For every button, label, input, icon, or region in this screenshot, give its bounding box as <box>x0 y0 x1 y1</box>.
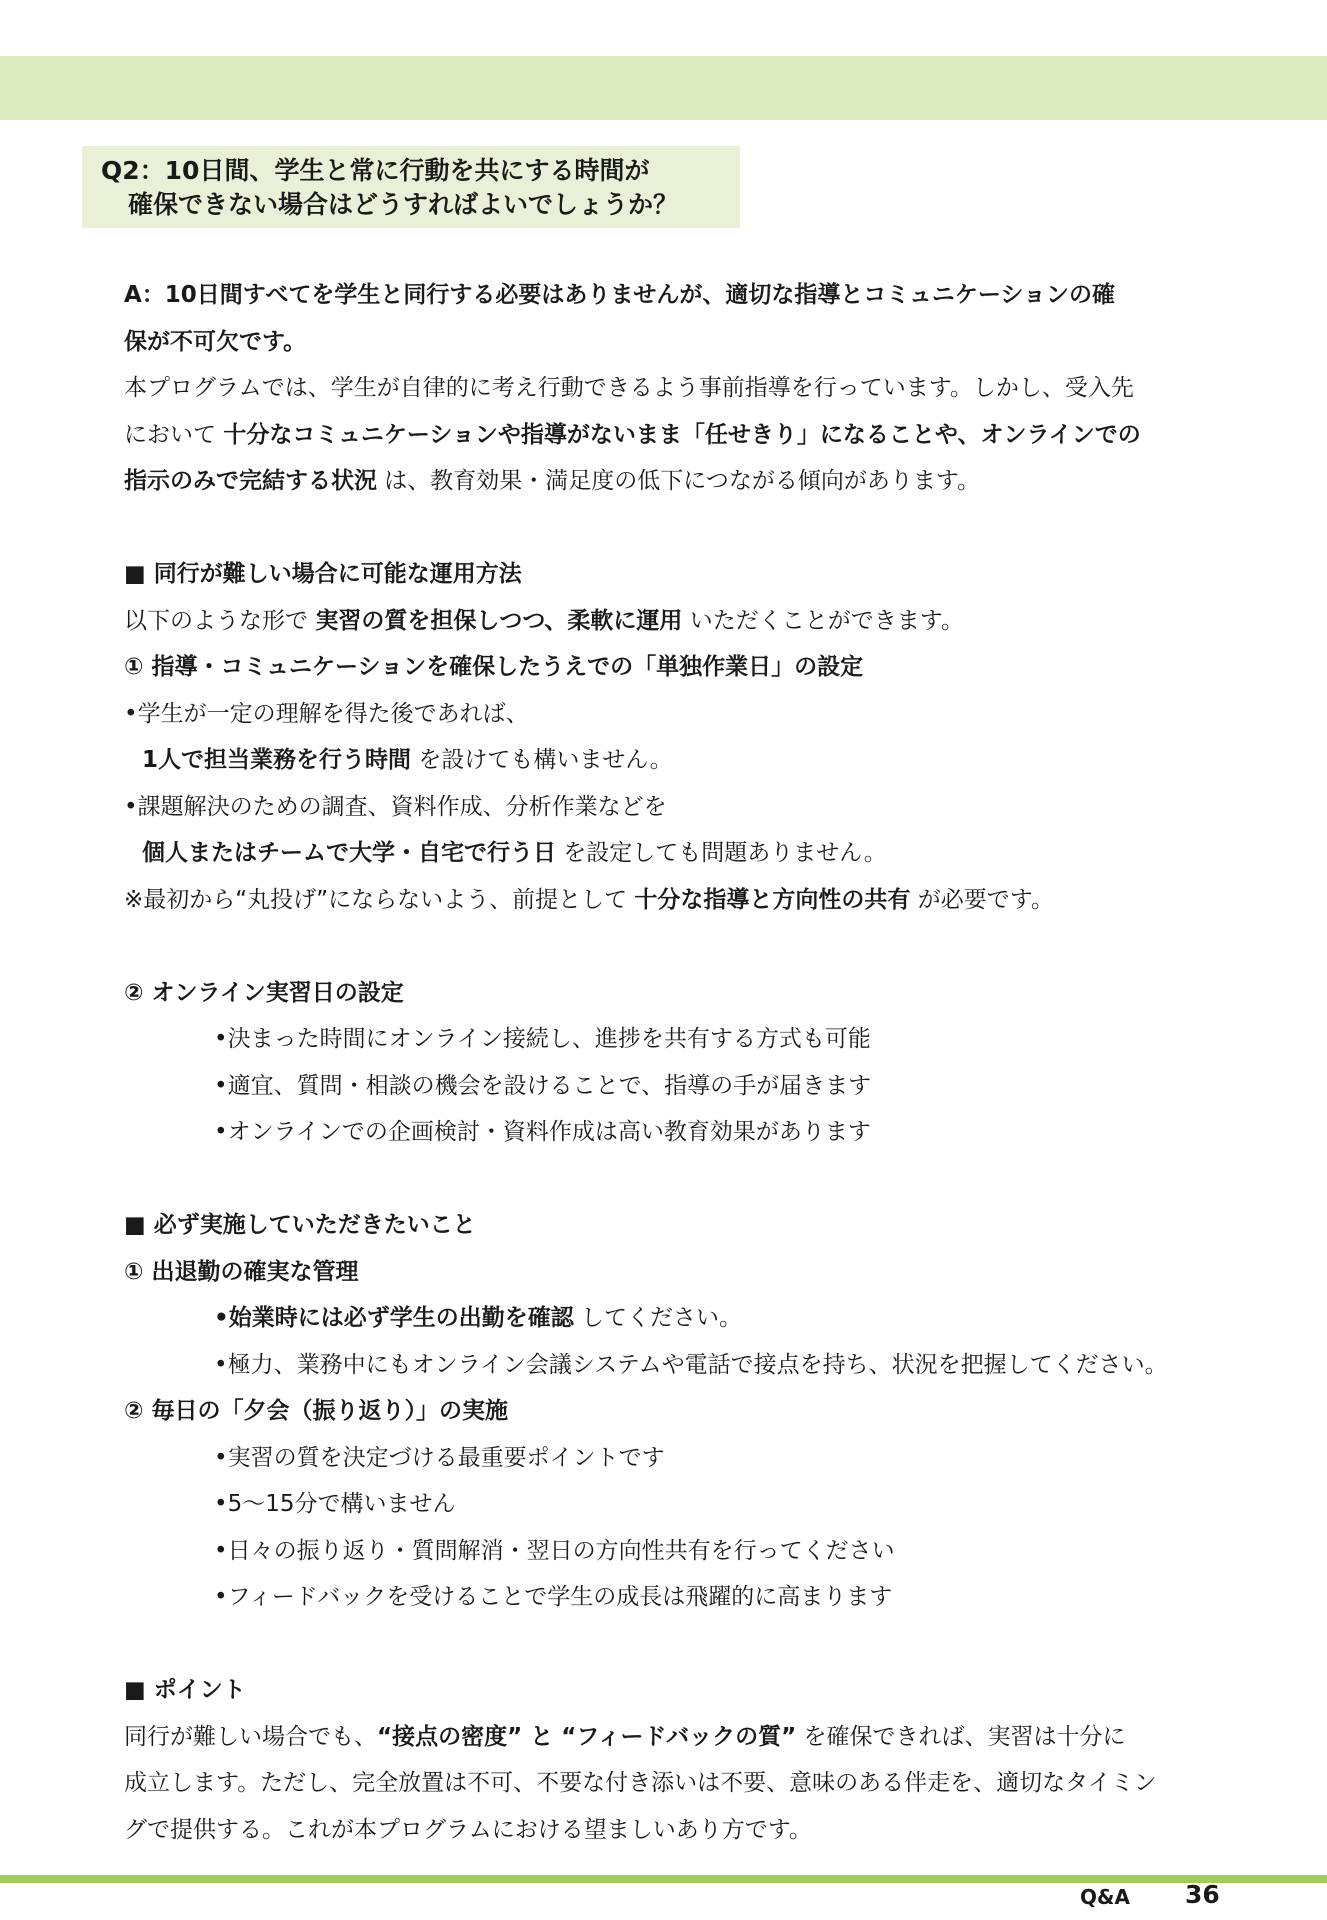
text-emphasis: 十分な指導と方向性の共有 <box>634 886 911 913</box>
text-emphasis: •始業時には必ず学生の出勤を確認 <box>214 1305 574 1331</box>
bullet-item: •フィードバックを受けることで学生の成長は飛躍的に高まります <box>214 1584 893 1610</box>
bullet-item: •適宜、質問・相談の機会を設けることで、指導の手が届きます <box>214 1072 872 1099</box>
spacer <box>124 505 1244 552</box>
text-plain: 同行が難しい場合でも、 <box>124 1723 377 1750</box>
text-plain: ※最初から“丸投げ”にならないよう、前提として <box>124 886 635 913</box>
text-plain: してください。 <box>573 1305 743 1331</box>
point-paragraph-3: グで提供する。これが本プログラムにおける望ましいあり方です。 <box>124 1816 812 1843</box>
section-heading-point: ■ ポイント <box>124 1677 246 1703</box>
question-box <box>82 146 740 228</box>
section-heading-options: ■ 同行が難しい場合に可能な運用方法 <box>124 561 522 587</box>
text-emphasis: 1人で担当業務を行う時間 <box>142 747 412 773</box>
bullet-item: •日々の振り返り・質問解消・翌日の方向性共有を行ってください <box>214 1537 895 1564</box>
text-emphasis: 指示のみで完結する状況 <box>124 468 377 494</box>
note <box>124 877 1244 924</box>
answer-paragraph-2 <box>124 412 1244 459</box>
bullet-item: •極力、業務中にもオンライン会議システムや電話で接点を持ち、状況を把握してください。 <box>214 1351 1168 1378</box>
text-plain: は、教育効果・満足度の低下につながる傾向があります。 <box>377 468 981 494</box>
answer-paragraph-3 <box>124 458 1244 505</box>
bullet-item: •オンラインでの企画検討・資料作成は高い教育効果があります <box>214 1119 871 1145</box>
item-online-day-title: ② オンライン実習日の設定 <box>124 979 404 1006</box>
bullet-item: •実習の質を決定づける最重要ポイントです <box>214 1444 665 1471</box>
text-plain: を確保できれば、実習は十分に <box>796 1723 1126 1750</box>
answer-content <box>124 272 1244 1853</box>
spacer <box>124 923 1244 970</box>
text-plain: いただくことができます。 <box>682 607 964 634</box>
bullet-item: •5～15分で構いません <box>214 1491 456 1517</box>
answer-paragraph-1: 本プログラムでは、学生が自律的に考え行動できるよう事前指導を行っています。しかし、受入先 <box>124 375 1134 401</box>
text-emphasis: 十分なコミュニケーションや指導がないまま「任せきり」になることや、オンラインでの <box>223 421 1141 448</box>
text-plain: において <box>124 421 224 448</box>
text-emphasis: 実習の質を担保しつつ、柔軟に運用 <box>315 607 683 634</box>
spacer <box>124 1156 1244 1203</box>
header-band <box>0 56 1327 120</box>
point-paragraph-1 <box>124 1714 1244 1761</box>
page-number: 36 <box>1185 1880 1220 1909</box>
footer-rule <box>0 1875 1327 1883</box>
bullet-continuation <box>124 830 1244 877</box>
bullet-item <box>124 1295 1244 1342</box>
item-attendance-title: ① 出退勤の確実な管理 <box>124 1258 359 1285</box>
item-solo-work-day-title: ① 指導・コミュニケーションを確保したうえでの「単独作業日」の設定 <box>124 654 864 680</box>
bullet-item: •決まった時間にオンライン接続し、進捗を共有する方式も可能 <box>214 1026 871 1052</box>
text-emphasis: “接点の密度” と “フィードバックの質” <box>377 1723 797 1750</box>
section1-intro <box>124 598 1244 645</box>
footer-label: Q&A <box>1080 1885 1130 1909</box>
bullet-item: •学生が一定の理解を得た後であれば、 <box>124 700 529 727</box>
answer-lead-1: A：10日間すべてを学生と同行する必要はありませんが、適切な指導とコミュニケーションの確 <box>124 282 1115 308</box>
spacer <box>124 1621 1244 1668</box>
text-plain: が必要です。 <box>910 886 1054 913</box>
bullet-item: •課題解決のための調査、資料作成、分析作業などを <box>124 793 667 820</box>
question-line-1: Q2：10日間、学生と常に行動を共にする時間が <box>101 156 650 185</box>
text-emphasis: 個人またはチームで大学・自宅で行う日 <box>142 840 556 866</box>
bullet-continuation <box>124 737 1244 784</box>
text-plain: 以下のような形で <box>124 607 316 634</box>
point-paragraph-2: 成立します。ただし、完全放置は不可、不要な付き添いは不要、意味のある伴走を、適切なタイミン <box>124 1770 1157 1796</box>
text-plain: を設けても構いません。 <box>411 747 673 773</box>
question-line-2: 確保できない場合はどうすればよいでしょうか？ <box>128 190 679 219</box>
text-plain: を設定しても問題ありません。 <box>556 840 887 866</box>
item-evening-review-title: ② 毎日の「夕会（振り返り）」の実施 <box>124 1398 508 1424</box>
answer-lead-2: 保が不可欠です。 <box>124 328 307 355</box>
section-heading-required: ■ 必ず実施していただきたいこと <box>124 1212 476 1238</box>
